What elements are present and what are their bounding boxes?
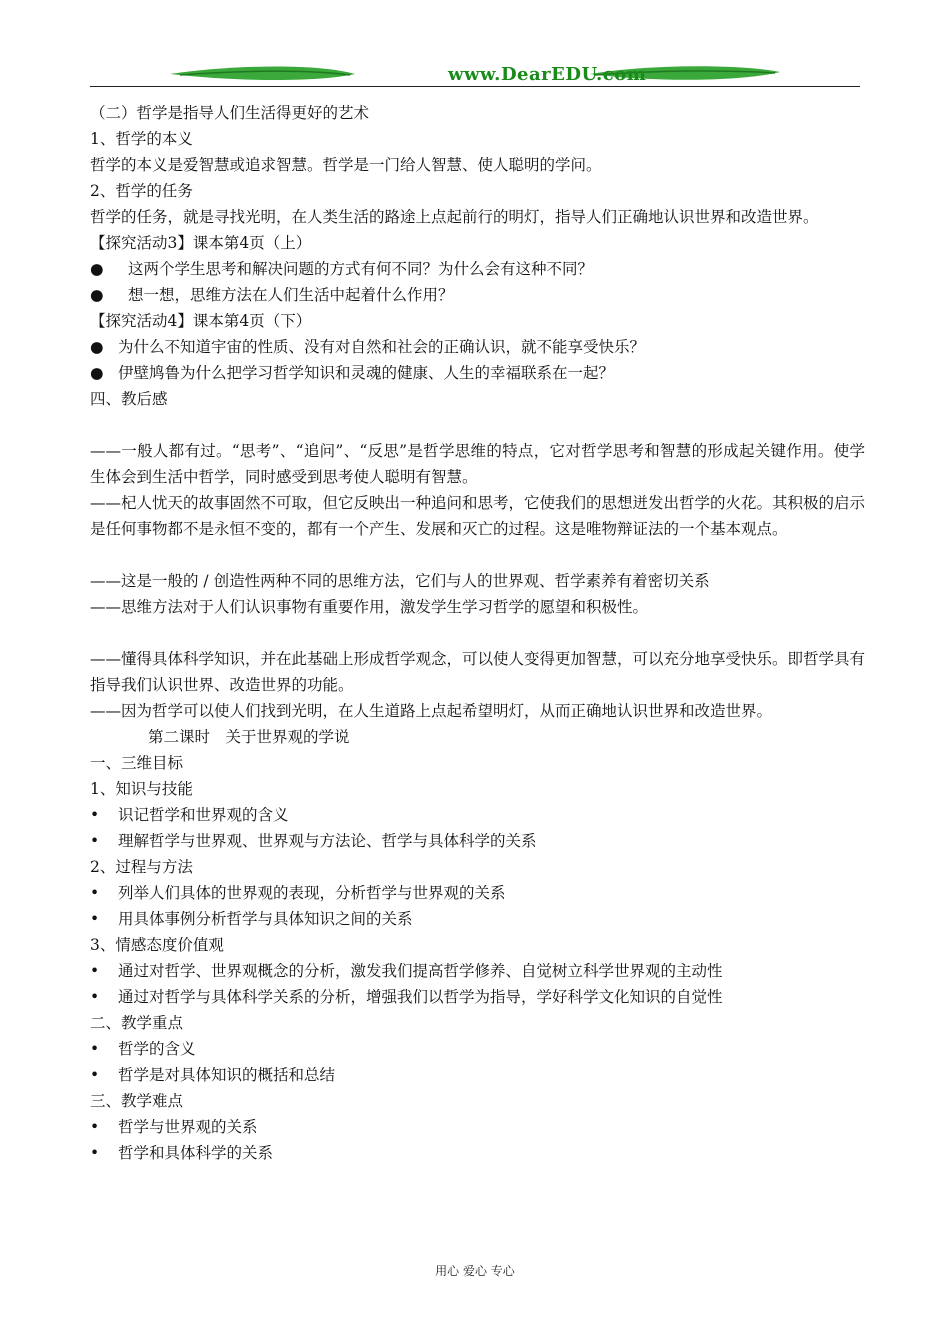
bullet-item (90, 1036, 865, 1062)
bullet-item (90, 1114, 865, 1140)
bullet-icon: • (90, 1040, 100, 1058)
text-line: ——这是一般的 / 创造性两种不同的思维方法，它们与人的世界观、哲学素养有着密切关系 (90, 572, 710, 590)
bullet-icon: ● (90, 364, 104, 382)
text-line: 四、教后感 (90, 390, 168, 408)
section-title: 第二课时 关于世界观的学说 (148, 728, 350, 746)
text-line: 哲学的任务，就是寻找光明，在人类生活的路途上点起前行的明灯，指导人们正确地认识世界和改造世界。 (90, 208, 819, 226)
text-line: 1、哲学的本义 (90, 130, 193, 148)
blank-line (90, 620, 865, 646)
bullet-text: 伊壁鸠鲁为什么把学习哲学知识和灵魂的健康、人生的幸福联系在一起？ (118, 364, 615, 382)
bullet-icon: • (90, 806, 100, 824)
bullet-item (90, 334, 865, 360)
header-divider (90, 86, 860, 87)
bullet-icon: ● (90, 338, 104, 356)
bullet-icon: • (90, 1144, 100, 1162)
bullet-icon: • (90, 1118, 100, 1136)
bullet-item (90, 282, 865, 308)
page-header (90, 60, 860, 92)
site-logo-text: www.DearEDU.com (448, 64, 647, 85)
text-line: 【探究活动4】课本第4页（下） (90, 312, 312, 330)
bullet-item (90, 360, 865, 386)
bullet-text: 哲学与世界观的关系 (118, 1118, 258, 1136)
text-line: 1、知识与技能 (90, 780, 193, 798)
bullet-item (90, 802, 865, 828)
page-footer: 用心 爱心 专心 (435, 1264, 515, 1278)
bullet-icon: • (90, 832, 100, 850)
bullet-text: 通过对哲学、世界观概念的分析，激发我们提高哲学修养、自觉树立科学世界观的主动性 (118, 962, 723, 980)
bullet-item (90, 1140, 865, 1166)
bullet-text: 理解哲学与世界观、世界观与方法论、哲学与具体科学的关系 (118, 832, 537, 850)
bullet-text: 哲学的含义 (118, 1040, 196, 1058)
bullet-text: 通过对哲学与具体科学关系的分析，增强我们以哲学为指导，学好科学文化知识的自觉性 (118, 988, 723, 1006)
bullet-item (90, 256, 865, 282)
text-line: 哲学的本义是爱智慧或追求智慧。哲学是一门给人智慧、使人聪明的学问。 (90, 156, 602, 174)
bullet-item (90, 1062, 865, 1088)
bullet-item (90, 906, 865, 932)
bullet-text: 这两个学生思考和解决问题的方式有何不同？为什么会有这种不同？ (128, 260, 594, 278)
text-line: 二、教学重点 (90, 1014, 184, 1032)
document-body (90, 100, 865, 1166)
bullet-icon: • (90, 962, 100, 980)
bullet-text: 识记哲学和世界观的含义 (118, 806, 289, 824)
text-line: ——一般人都有过。“思考”、“追问”、“反思”是哲学思维的特点，它对哲学思考和智慧的形成起关键作用。使学生体会到生活中哲学，同时感受到思考使人聪明有智慧。 (90, 442, 865, 486)
text-line: 三、教学难点 (90, 1092, 184, 1110)
bullet-icon: ● (90, 260, 104, 278)
text-line: 2、哲学的任务 (90, 182, 193, 200)
bullet-icon: • (90, 884, 100, 902)
bullet-text: 哲学和具体科学的关系 (118, 1144, 274, 1162)
text-line: 【探究活动3】课本第4页（上） (90, 234, 312, 252)
text-line: ——杞人忧天的故事固然不可取，但它反映出一种追问和思考，它使我们的思想迸发出哲学的火花。其积极的启示是任何事物都不是永恒不变的，都有一个产生、发展和灭亡的过程。这是唯物辩证法的一个基本观点。 (90, 494, 866, 538)
bullet-item (90, 958, 865, 984)
text-line: 一、三维目标 (90, 754, 184, 772)
bullet-icon: ● (90, 286, 104, 304)
text-line: ——因为哲学可以使人们找到光明，在人生道路上点起希望明灯，从而正确地认识世界和改造世界。 (90, 702, 773, 720)
bullet-icon: • (90, 1066, 100, 1084)
text-line: ——思维方法对于人们认识事物有重要作用，激发学生学习哲学的愿望和积极性。 (90, 598, 649, 616)
blank-line (90, 542, 865, 568)
bullet-text: 想一想，思维方法在人们生活中起着什么作用？ (128, 286, 454, 304)
bullet-item (90, 880, 865, 906)
text-line: 2、过程与方法 (90, 858, 193, 876)
blank-line (90, 412, 865, 438)
bullet-item (90, 828, 865, 854)
bullet-text: 哲学是对具体知识的概括和总结 (118, 1066, 336, 1084)
bullet-text: 列举人们具体的世界观的表现，分析哲学与世界观的关系 (118, 884, 506, 902)
text-line: ——懂得具体科学知识，并在此基础上形成哲学观念，可以使人变得更加智慧，可以充分地享受快乐。即哲学具有指导我们认识世界、改造世界的功能。 (90, 650, 866, 694)
bullet-icon: • (90, 910, 100, 928)
bullet-icon: • (90, 988, 100, 1006)
text-line: （二）哲学是指导人们生活得更好的艺术 (90, 104, 370, 122)
bullet-item (90, 984, 865, 1010)
bullet-text: 为什么不知道宇宙的性质、没有对自然和社会的正确认识，就不能享受快乐？ (118, 338, 646, 356)
bullet-text: 用具体事例分析哲学与具体知识之间的关系 (118, 910, 413, 928)
text-line: 3、情感态度价值观 (90, 936, 224, 954)
